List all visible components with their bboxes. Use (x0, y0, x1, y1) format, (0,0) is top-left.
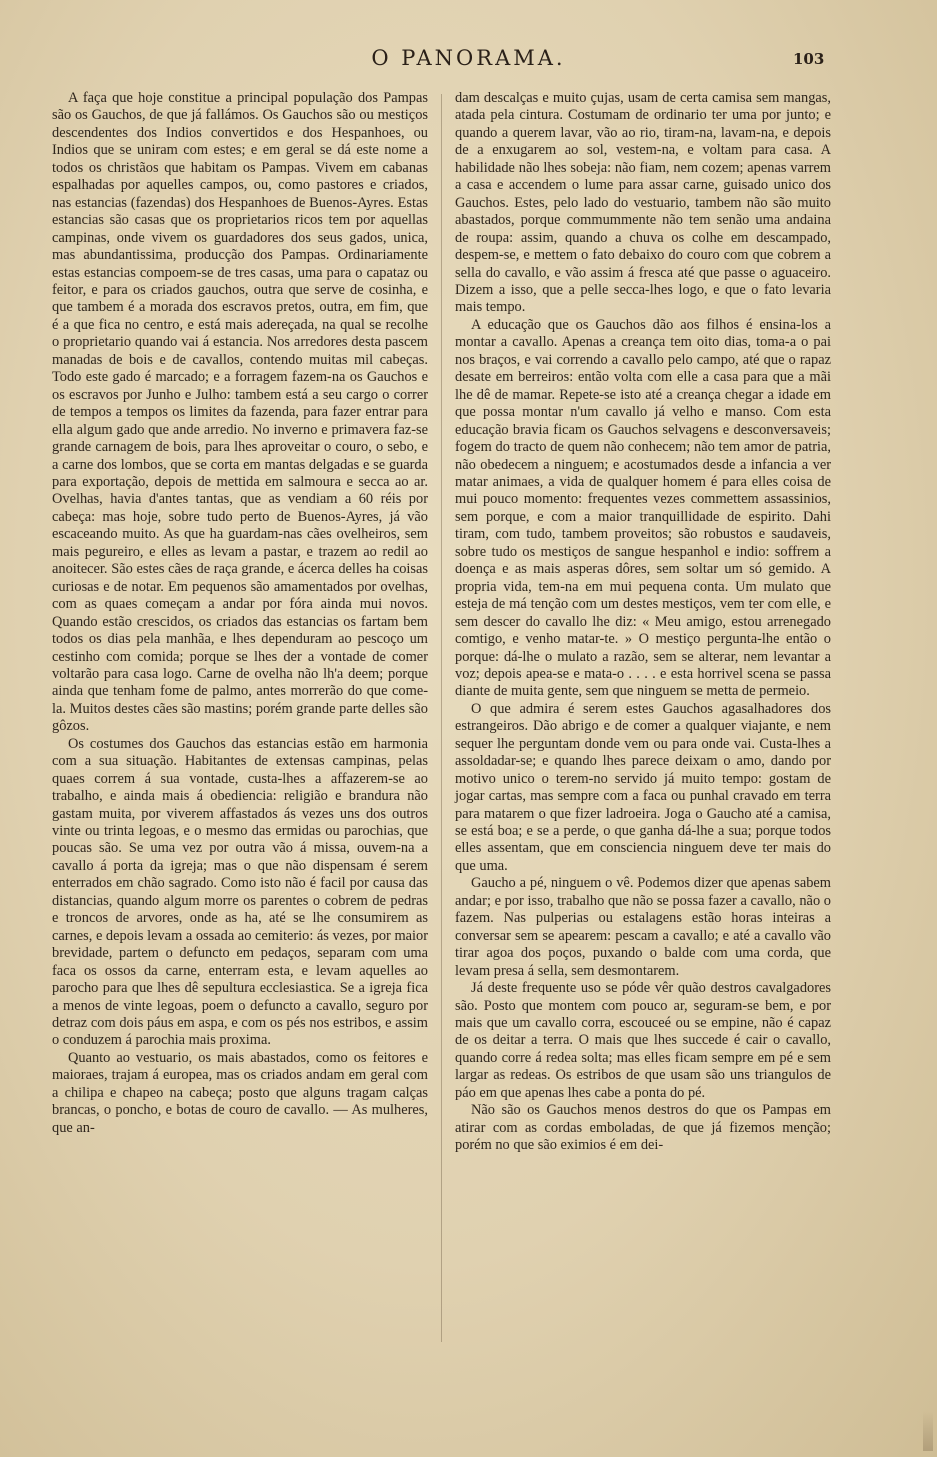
paragraph: Já deste frequente uso se póde vêr quão destros cavalgadores são. Posto que montem com pouco ar, seguram-se bem, e por mais que um cavallo corra, escouceé ou se empine, não é capaz de os deitar a terra. O mais que lhes succede é cair o cavallo, quando corre á redea solta; mas elles ficam sempre em pé e sem largar as redeas. Os estribos de que usam são uns triangulos de páo em que apenas lhes cabe a ponta do pé. (455, 980, 831, 1101)
paragraph: Os costumes dos Gauchos das estancias estão em harmonia com a sua situação. Habitantes de extensas campinas, pelas quaes correm á sua vontade, custa-lhes a affazerem-se ao trabalho, e ainda mais á obediencia: religião e brandura não gastam muita, por viverem affastados ás vezes uns dos outros vinte ou trinta legoas, e o mesmo das ermidas ou parochias, que poucas são. Se uma vez por outra vão á missa, ouvem-na a cavallo á porta da igreja; mas o que não dispensam é serem enterrados em chão sagrado. Como isto não é facil por causa das distancias, quando algum morre os parentes o cobrem de pedras e troncos de arvores, onde as ha, até se lhe consumirem as carnes, e depois levam a ossada ao cemiterio: ás vezes, por maior brevidade, partem o defuncto em pedaços, separam com uma faca os ossos da carne, enterram esta, e levam aquelles ao parocho para que lhes dê sepultura ecclesiastica. Se a igreja fica a menos de vinte legoas, poem o defuncto a cavallo, seguro por detraz com dois páus em aspa, e com os pés nos estribos, e assim o conduzem á parochia mais proxima. (52, 735, 429, 1049)
left-column (52, 90, 428, 1137)
paragraph: O que admira é serem estes Gauchos agasalhadores dos estrangeiros. Dão abrigo e de comer a qualquer viajante, e nem sequer lhe perguntam donde vem ou para onde vai. Custa-lhes a assoldadar-se; e quando lhes parece deixam o amo, dando por motivo unico o terem-no servido já muito tempo: gostam de jogar cartas, mas sempre com a faca ou punhal cravado em terra para matarem o que fizer ladroeira. Joga o Gaucho até a camisa, se está boa; e se a perde, o que ganha dá-lhe a sua; porque todos elles assentam, que em consciencia ninguem deve ter mais do que uma. (455, 700, 831, 874)
paragraph: Não são os Gauchos menos destros do que os Pampas em atirar com as cordas emboladas, de que já fizemos menção; porém no que são eximios é em dei- (455, 1102, 831, 1154)
right-column (455, 90, 831, 1155)
publication-title: O PANORAMA. (371, 46, 566, 70)
paragraph: dam descalças e muito çujas, usam de certa camisa sem mangas, atada pela cintura. Costumam de ordinario ter uma por junto; e quando a querem lavar, vão ao rio, tiram-na, lavam-na, e depois de a enxugarem ao sol, vestem-na, e voltam para casa. A habilidade não lhes sobeja: não fiam, nem cozem; apenas varrem a casa e accendem o lume para assar carne, guisado unico dos Gauchos. Estes, pelo lado do vestuario, tambem não são muito abastados, porque commummente não tem senão uma andaina de roupa: assim, quando a chuva os colhe em descampado, despem-se, e mettem o fato debaixo do couro com que cobrem a sella do cavallo, e vão assim á fresca até que passe o aguaceiro. Dizem a isso, que a pelle secca-lhes logo, e que o fato levaria mais tempo. (455, 90, 831, 316)
page-edge-stain (923, 1411, 933, 1451)
column-divider (441, 94, 442, 1342)
paragraph: A educação que os Gauchos dão aos filhos é ensina-los a montar a cavallo. Apenas a creança tem oito dias, toma-a o pai nos braços, e vai correndo a cavallo pelo campo, até que o rapaz desate em berreiros: então volta com elle a casa para que a mãi lhe dê de mamar. Repete-se isto até a creança chegar a idade em que possa montar n'um cavallo já velho e manso. Com esta educação bravia ficam os Gauchos selvagens e desconversaveis; fogem do tracto de quem não conhecem; não tem amor de patria, não obedecem a ninguem; e acostumados desde a infancia a ver matar animaes, a vida de qualquer homem é para elles coisa de mui pouco momento: frequentes vezes commettem assassinios, sem porque, e com a maior tranquillidade de espirito. Dahi tiram, com tudo, tambem proveitos; são robustos e saudaveis, sobre tudo os mestiços de sangue hespanhol e indio: soffrem a doença e as mais asperas dôres, sem soltar um só gemido. A propria vida, tem-na em mui pequena conta. Um mulato que esteja de má tenção com um destes mestiços, vem ter com elle, e sem descer do cavallo lhe diz: « Meu amigo, estou arrenegado comtigo, e venho matar-te. » O mestiço pergunta-lhe então o porque: dá-lhe o mulato a razão, sem se alterar, nem levantar a voz; depois apea-se e mata-o . . . . e esta horrivel scena se passa diante de muita gente, sem que ninguem se metta de permeio. (455, 316, 831, 700)
paragraph: Gaucho a pé, ninguem o vê. Podemos dizer que apenas sabem andar; e por isso, trabalho que não se possa fazer a cavallo, não o fazem. Nas pulperias ou estalagens estão horas inteiras a conversar sem se apearem: pescam a cavallo; e até a cavallo vão tirar agoa dos poços, puxando o balde com uma corda, que levam presa á sella, sem desmontarem. (455, 875, 831, 979)
paragraph: A faça que hoje constitue a principal população dos Pampas são os Gauchos, de que já fallámos. Os Gauchos são ou mestiços descendentes dos Indios convertidos e dos Hespanhoes, ou Indios que se uniram com estes; e em geral se dá este nome a todos os christãos que habitam os Pampas. Vivem em cabanas espalhadas por aquelles campos, ou, como pastores e criados, nas estancias (fazendas) dos Hespanhoes de Buenos-Ayres. Estas estancias são casas que os proprietarios ricos tem por aquellas campinas, onde vivem os guardadores dos seus gados, unica, mas abundantissima, producção dos Pampas. Ordinariamente estas estancias compoem-se de tres casas, uma para o capataz ou feitor, e para os criados gauchos, outra que serve de cosinha, e que tambem é a morada dos escravos pretos, outra, em fim, que é a que fica no centro, e está mais adereçada, na qual se recolhe o proprietario quando vai á estancia. Nos arredores desta pascem manadas de bois e de cavallos, contendo muitas mil cabeças. Todo este gado é marcado; e a forragem fazem-na os Gauchos e os escravos por Junho e Julho: tambem está a seu cargo o correr de tempos a tempos os limites da fazenda, para fazer entrar para ella algum gado que ande arredio. No inverno e primavera faz-se grande carnagem de bois, para lhes aproveitar o couro, o sebo, e a carne dos lombos, que se corta em mantas delgadas e se guarda para exportação, depois de mettida em salmoura e secca ao ar. Ovelhas, havia d'antes tantas, que as vendiam a 60 réis por cabeça: mas hoje, sobre tudo perto de Buenos-Ayres, já vão escaceando muito. As que ha guardam-nas cães ovelheiros, sem mais pegureiro, e elles as levam a pastar, e trazem ao redil ao anoitecer. São estes cães de raça grande, e ácerca delles ha coisas curiosas e de notar. Em pequenos são amamentados por ovelhas, com as quaes começam a andar por fóra ainda mui novos. Quando estão crescidos, os criados das estancias os fartam bem todos os dias pela manhãa, e lhes dependuram ao pescoço um cestinho com comida; porque se lhes der a vontade de comer voltarão para casa logo. Carne de ovelha não lh'a deem; porque ainda que tenham fome de palmo, antes morrerão do que come-la. Muitos destes cães são mastins; porém grande parte delles são gôzos. (52, 90, 428, 735)
page-number: 103 (793, 50, 825, 68)
page-header (0, 46, 937, 78)
paragraph: Quanto ao vestuario, os mais abastados, como os feitores e maioraes, trajam á europea, mas os criados andam em geral com a chilipa e chapeo na cabeça; posto que alguns tragam calças brancas, o poncho, e botas de couro de cavallo. — As mulheres, que an- (52, 1049, 428, 1136)
